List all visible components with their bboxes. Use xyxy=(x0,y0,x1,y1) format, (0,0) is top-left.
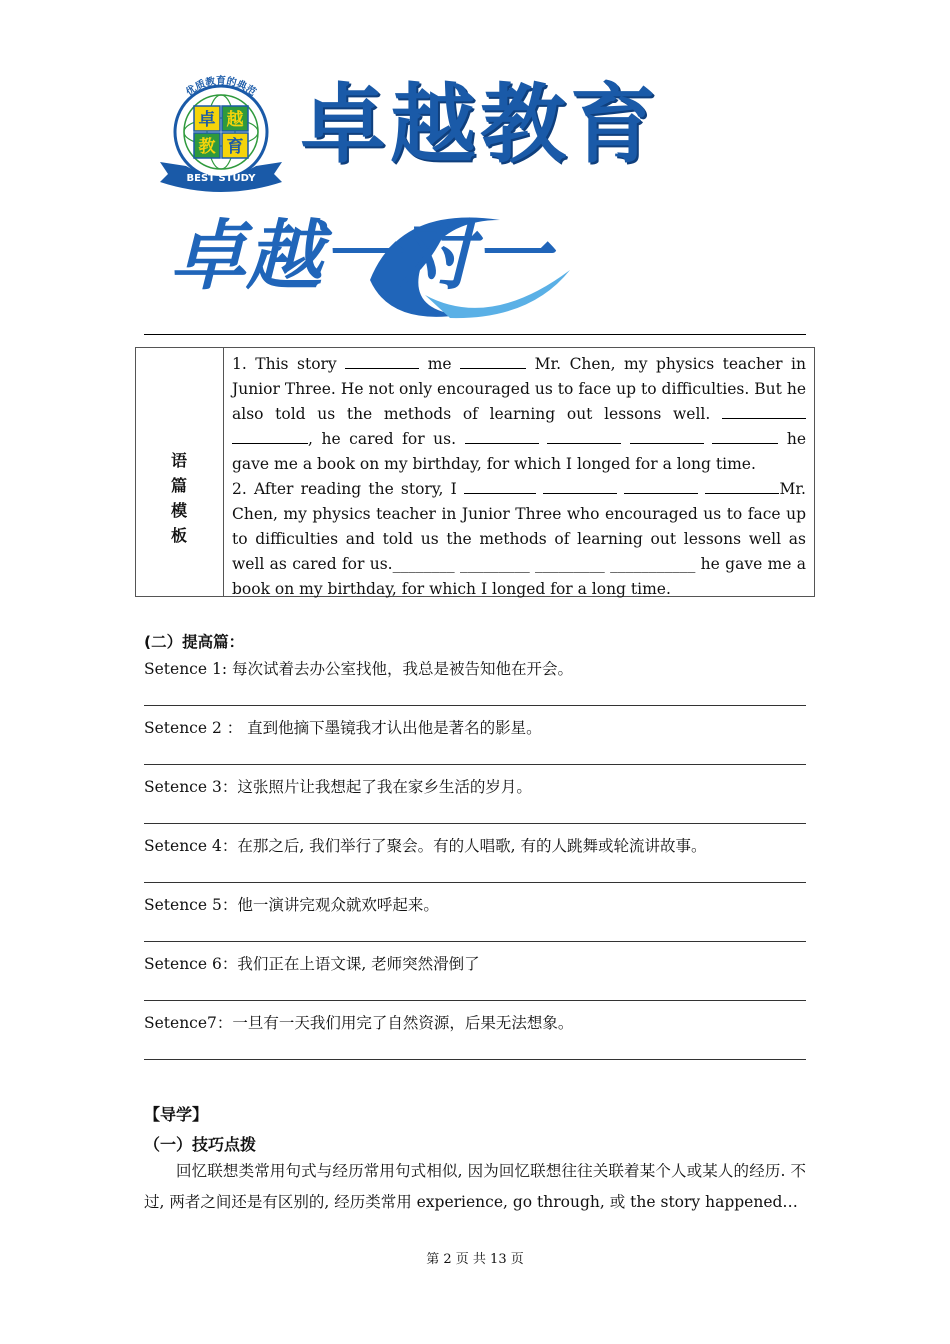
fill-blank[interactable] xyxy=(464,479,536,494)
brand-title: 卓越教育 xyxy=(300,75,660,175)
label-char: 模 xyxy=(170,501,187,520)
answer-line[interactable] xyxy=(144,1000,806,1001)
guide-title: 【导学】 xyxy=(144,1105,209,1124)
header xyxy=(140,60,820,340)
answer-line[interactable] xyxy=(144,1059,806,1060)
template-body xyxy=(232,352,806,602)
school-emblem xyxy=(156,74,286,194)
label-char: 语 xyxy=(170,451,187,470)
fill-blank[interactable] xyxy=(232,429,308,444)
answer-line[interactable] xyxy=(144,941,806,942)
sentence-prompt: Setence 3：这张照片让我想起了我在家乡生活的岁月。 xyxy=(144,778,532,796)
fill-blank[interactable] xyxy=(543,479,617,494)
answer-line[interactable] xyxy=(144,705,806,706)
emblem-char: 教 xyxy=(198,137,216,157)
fill-blank[interactable] xyxy=(547,429,621,444)
sentence-prompt: Setence 4：在那之后, 我们举行了聚会。有的人唱歌, 有的人跳舞或轮流讲故事。 xyxy=(144,837,707,855)
sentence-prompt: Setence 6：我们正在上语文课, 老师突然滑倒了 xyxy=(144,955,480,973)
header-rule xyxy=(144,334,806,335)
text: _________ _________ ___________ he gave me a book on my birthday, for which I longed for a long time. xyxy=(232,555,807,598)
answer-line[interactable] xyxy=(144,882,806,883)
text: 2. After reading the story, I xyxy=(232,480,457,498)
emblem-char: 育 xyxy=(226,137,244,157)
guide-paragraph: 回忆联想类常用句式与经历常用句式相似, 因为回忆联想往往关联着某个人或某人的经历. 不过, 两者之间还是有区别的, 经历类常用 experience, go through, 或 the story happened… xyxy=(144,1162,806,1211)
answer-line[interactable] xyxy=(144,823,806,824)
text: , he cared for us. xyxy=(308,430,457,448)
text: Mr. Chen, my physics teacher in Junior Three who encouraged us to face up to difficulties and told us the methods of learning out lessons well as well as cared for us.________ xyxy=(232,480,806,573)
emblem-ribbon-text: BEST STUDY xyxy=(186,173,256,184)
one-to-one-title: 卓越一对一 xyxy=(170,211,550,300)
template-table xyxy=(135,347,815,597)
emblem-char: 越 xyxy=(226,110,244,130)
fill-blank[interactable] xyxy=(630,429,704,444)
fill-blank[interactable] xyxy=(624,479,698,494)
sentence-prompt: Setence7：一旦有一天我们用完了自然资源，后果无法想象。 xyxy=(144,1014,574,1032)
text: Mr. Chen, my physics teacher in Junior Three. He not only encouraged us to face up to difficulties. But he also told us the methods of learning out lessons well. xyxy=(232,355,806,423)
sentence-prompt: Setence 5：他一演讲完观众就欢呼起来。 xyxy=(144,896,439,914)
label-char: 篇 xyxy=(170,476,187,495)
page-footer: 第 2 页 共 13 页 xyxy=(426,1252,524,1267)
emblem-char: 卓 xyxy=(198,110,216,130)
emblem-arc-text: 优质教育的典范 xyxy=(184,76,258,99)
guide-subtitle: （一）技巧点拨 xyxy=(144,1135,257,1154)
template-label xyxy=(169,448,189,548)
fill-blank[interactable] xyxy=(712,429,778,444)
one-to-one-logo xyxy=(160,200,600,330)
fill-blank[interactable] xyxy=(460,354,526,369)
template-paragraph-1 xyxy=(232,352,806,477)
sentence-prompt: Setence 1: 每次试着去办公室找他，我总是被告知他在开会。 xyxy=(144,660,573,678)
text: he gave me a book on my birthday, for which I longed for a long time. xyxy=(232,430,807,473)
sentence-prompt: Setence 2 ： 直到他摘下墨镜我才认出他是著名的影星。 xyxy=(144,719,542,737)
text: me xyxy=(427,355,452,373)
text: 1. This story xyxy=(232,355,337,373)
template-label-cell xyxy=(136,348,224,596)
fill-blank[interactable] xyxy=(345,354,419,369)
template-paragraph-2 xyxy=(232,477,806,602)
fill-blank[interactable] xyxy=(705,479,779,494)
answer-line[interactable] xyxy=(144,764,806,765)
fill-blank[interactable] xyxy=(722,404,806,419)
label-char: 板 xyxy=(170,526,187,545)
improve-title: (二）提高篇： xyxy=(144,633,245,651)
fill-blank[interactable] xyxy=(465,429,539,444)
